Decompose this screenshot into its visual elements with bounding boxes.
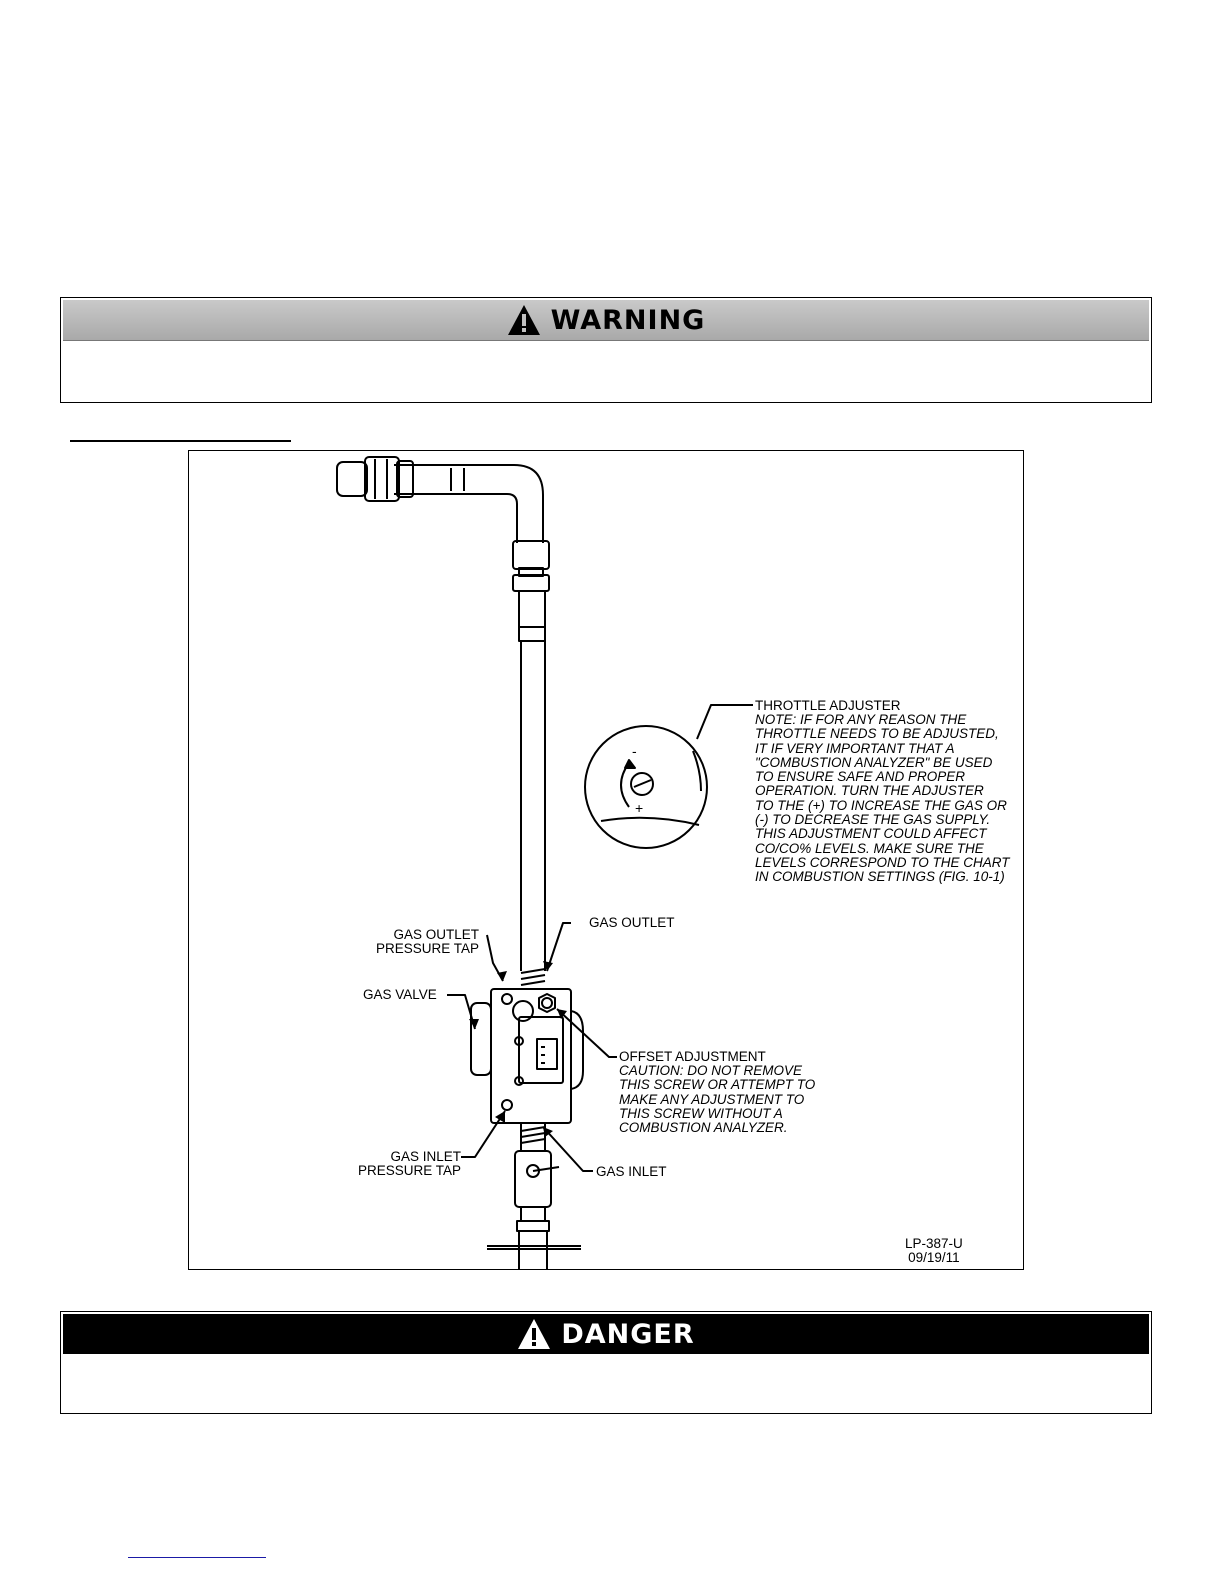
gas-inlet-tap-line: GAS INLET xyxy=(390,1149,461,1164)
warning-header xyxy=(63,300,1149,341)
gas-valve-label: GAS VALVE xyxy=(363,987,437,1002)
offset-caution-line: THIS SCREW WITHOUT A xyxy=(619,1105,783,1121)
danger-triangle-icon xyxy=(517,1318,551,1350)
union-nut-left xyxy=(337,462,367,496)
throttle-note-line: "COMBUSTION ANALYZER" BE USED xyxy=(755,754,993,770)
throttle-note xyxy=(755,713,1010,885)
warning-callout xyxy=(60,297,1152,403)
gas-inlet-pressure-tap-label xyxy=(349,1150,461,1179)
minus-sign-label: - xyxy=(632,743,637,759)
plus-sign-label: + xyxy=(635,800,644,816)
gas-outlet-pressure-tap-label xyxy=(369,928,479,957)
warning-triangle-icon xyxy=(507,304,541,336)
ball-valve xyxy=(515,1151,551,1207)
throttle-note-line: CO/CO% LEVELS. MAKE SURE THE xyxy=(755,840,984,856)
throttle-note-line: IN COMBUSTION SETTINGS (FIG. 10-1) xyxy=(755,869,1005,885)
throttle-note-line: TO THE (+) TO INCREASE THE GAS OR xyxy=(755,797,1007,813)
offset-caution xyxy=(619,1064,815,1135)
inlet-pressure-tap xyxy=(502,1100,512,1110)
leader-throttle xyxy=(697,705,753,739)
gas-valve-figure xyxy=(188,450,1024,1270)
pipe-elbow-outer xyxy=(394,465,543,543)
drawing-date: 09/19/11 xyxy=(908,1250,960,1266)
offset-adjustment-title: OFFSET ADJUSTMENT xyxy=(619,1049,766,1064)
throttle-note-line: TO ENSURE SAFE AND PROPER xyxy=(755,769,966,785)
footer-link-underline xyxy=(128,1557,266,1558)
offset-caution-line: MAKE ANY ADJUSTMENT TO xyxy=(619,1091,805,1107)
gas-outlet-tap-line: GAS OUTLET xyxy=(393,927,479,942)
throttle-note-line: OPERATION. TURN THE ADJUSTER xyxy=(755,783,984,799)
throttle-note-line: THROTTLE NEEDS TO BE ADJUSTED, xyxy=(755,726,999,742)
pipe-elbow-inner xyxy=(394,494,517,543)
outlet-pressure-tap xyxy=(502,994,512,1004)
gas-outlet-tap-line: PRESSURE TAP xyxy=(375,941,479,957)
throttle-note-line: LEVELS CORRESPOND TO THE CHART xyxy=(755,854,1010,870)
nut-lower xyxy=(513,575,549,591)
gas-inlet-tap-line: PRESSURE TAP xyxy=(357,1163,461,1179)
throttle-note-line: IT IF VERY IMPORTANT THAT A xyxy=(755,740,955,756)
offset-caution-line: CAUTION: DO NOT REMOVE xyxy=(619,1063,803,1078)
offset-caution-line: THIS SCREW OR ATTEMPT TO xyxy=(619,1077,816,1093)
warning-title: WARNING xyxy=(550,304,706,336)
throttle-adjuster-title: THROTTLE ADJUSTER xyxy=(755,698,901,713)
gas-inlet-label: GAS INLET xyxy=(596,1164,667,1179)
throttle-note-line: (-) TO DECREASE THE GAS SUPPLY. xyxy=(755,812,991,828)
figure-caption-underline xyxy=(70,440,291,442)
gas-outlet-label: GAS OUTLET xyxy=(589,915,675,930)
throttle-note-line: NOTE: IF FOR ANY REASON THE xyxy=(755,712,967,727)
offset-caution-line: COMBUSTION ANALYZER. xyxy=(619,1120,788,1136)
danger-header xyxy=(63,1314,1149,1354)
danger-callout xyxy=(60,1311,1152,1414)
throttle-detail-circle xyxy=(585,726,707,848)
union-nut-body xyxy=(365,457,399,501)
nut-upper xyxy=(513,541,549,569)
leader-offset xyxy=(557,1009,617,1057)
drawing-number: LP-387-U xyxy=(905,1236,963,1251)
throttle-note-line: THIS ADJUSTMENT COULD AFFECT xyxy=(755,826,987,842)
drawing-id xyxy=(905,1237,963,1266)
danger-title: DANGER xyxy=(561,1318,695,1350)
